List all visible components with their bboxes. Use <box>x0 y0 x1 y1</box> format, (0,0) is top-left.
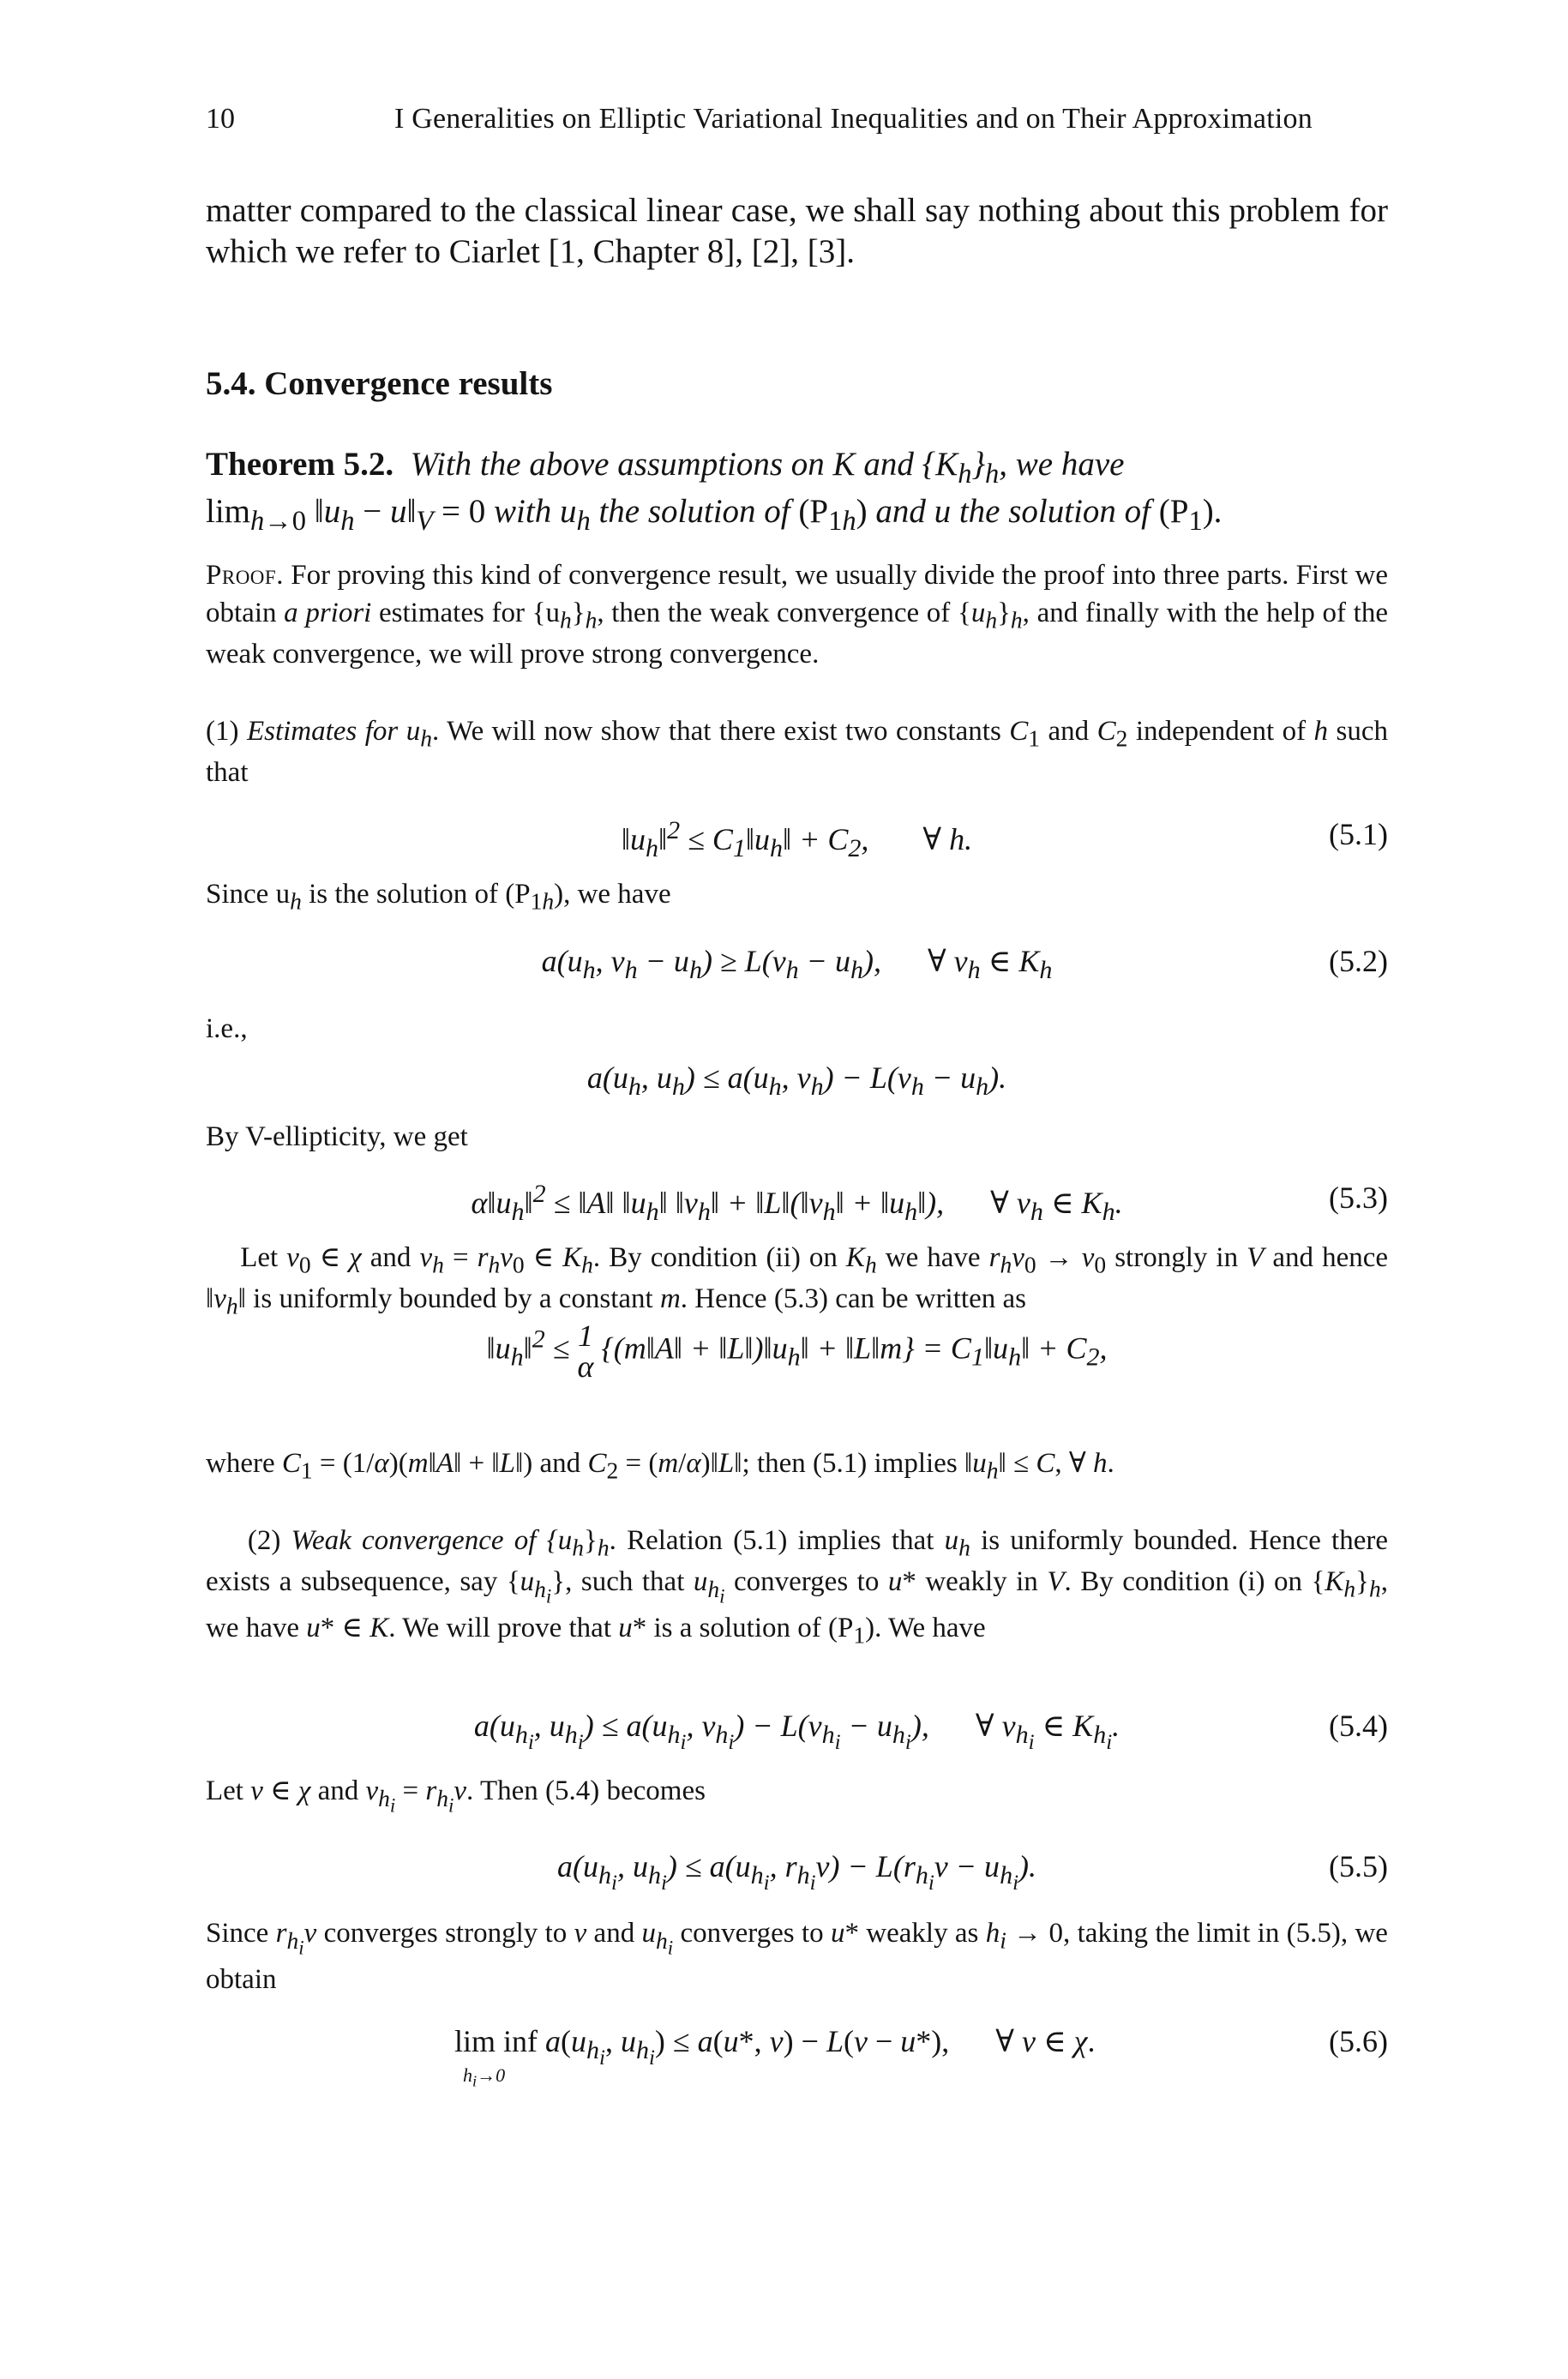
since-line: Since $u_h$ is the solution of $(P_{1h})$, we have <box>206 879 671 915</box>
proof-italic: a priori <box>284 597 372 628</box>
paragraph-intro <box>206 190 1388 272</box>
equation-number: (5.1) <box>1329 817 1388 851</box>
step-2-title: Weak convergence of {u <box>291 1525 573 1556</box>
let-v0-paragraph: Let $v_0$ ∈ χ and $v_h = r_hv_0$ ∈ $K_h$. By condition (ii) on $K_h$ we have $r_hv_0 \to v_0$ strongly in V and hence $‖v_h‖$ is uniformly bounded by a constant m. Hence (5.3) can be written as <box>206 1242 1389 1319</box>
equation-5-6: lim inf $a(u_{h_i}$, $u_{h_i}) \le a(u*$, v) − L(v − u*), ∀ v ∈ χ. $h_i\to 0$ (5.6) <box>454 2024 1388 2090</box>
equation-unnumbered-1: $a(u_h$, $u_h) \le a(u_h$, $v_h) - L(v_h - u_h)$. <box>586 1060 1007 1102</box>
where-constants: where $C_1$ = (1/α)(m‖A‖ + ‖L‖) and $C_2$ = (m/α)‖L‖; then (5.1) implies $‖u_h‖ \le C$, ∀ h. <box>206 1448 1114 1484</box>
equation-number: (5.5) <box>1329 1849 1388 1883</box>
step-1-intro: (1) Estimates for $u_h$. We will now show that there exist two constants $C_1$ and $C_2$ independent of h such that <box>206 716 1388 789</box>
step-1-label: (1) <box>206 716 247 747</box>
equation-unnumbered-2: $‖u_h‖^2$ ≤ 1 α {(m‖A‖ + $‖L‖)‖u_h‖$ + ‖L‖m} = $C_1‖u_h‖ + C_2$, <box>486 1319 1108 1384</box>
section-title: 5.4. Convergence results <box>206 365 553 402</box>
equation-number: (5.6) <box>1329 2024 1388 2058</box>
equation-number: (5.4) <box>1329 1709 1388 1743</box>
ie-label: i.e., <box>206 1013 248 1044</box>
running-header <box>206 103 1388 146</box>
since-r-paragraph: Since $r_{h_i}v$ converges strongly to v and $u_{h_i}$ converges to u* weakly as $h_i \to 0$, taking the limit in (5.5), we obtain <box>206 1918 1388 1995</box>
equation-5-3: $\alpha‖u_h‖^2$ ≤ ‖A‖ $‖u_h‖$ $‖v_h‖$ + $‖L‖(‖v_h‖$ + $‖u_h‖$), ∀ $v_h$ ∈ $K_h$. (5.3) <box>471 1180 1388 1227</box>
proof-text-2: estimates for {u <box>371 597 560 628</box>
proof-label: Proof. <box>206 560 284 591</box>
by-v-ellipticity: By V-ellipticity, we get <box>206 1121 468 1152</box>
page-number: 10 <box>206 103 235 135</box>
equation-5-2: $a(u_h$, $v_h - u_h) \ge L(v_h - u_h)$, ∀ $v_h$ ∈ $K_h$ (5.2) <box>541 944 1388 985</box>
step-2-paragraph: (2) Weak convergence of $\{u_h\}_h$. Relation (5.1) implies that $u_h$ is uniformly bounded. Hence there exists a subsequence, say $\{u_{h_i}\}$, such that $u_{h_i}$ converges to u* weakly in V. By condition (i) on $\{K_h\}_h$, we have u* ∈ K. We will prove that u* is a solution of $(P_1)$. We have <box>206 1525 1389 1649</box>
equation-5-4: $a(u_{h_i}$, $u_{h_i}) \le a(u_{h_i}$, $v_{h_i}) - L(v_{h_i} - u_{h_i})$, ∀ $v_{h_i}$ ∈ $K_{h_i}$. (5.4) <box>473 1709 1388 1755</box>
equation-number: (5.3) <box>1329 1180 1388 1215</box>
paragraph-intro-text: matter compared to the classical linear case, we shall say nothing about this problem for which we refer to Ciarlet [1, Chapter 8], [2], [3]. <box>206 192 1388 270</box>
equation-number: (5.2) <box>1329 944 1388 978</box>
step-2-label: (2) <box>247 1525 291 1556</box>
theorem-5-2: Theorem 5.2. With the above assumptions on K and $\{K_h\}_h$, we have $\lim_{h\to 0}$ $‖u_h$ − $u‖_V = 0$ with $u_h$ the solution of $(P_{1h})$ and u the solution of $(P_1)$. <box>206 446 1223 538</box>
proof-text: For proving this kind of convergence result, we usually divide the proof into three parts. First we obtain <box>206 560 1388 628</box>
running-title: I Generalities on Elliptic Variational Inequalities and on Their Approximation <box>394 103 1313 135</box>
theorem-label: Theorem 5.2. <box>206 446 394 483</box>
equation-5-1: $‖u_h‖^2$ ≤ $C_1‖u_h‖ + C_2$, ∀ h. (5.1) <box>621 816 1388 863</box>
since-text: Since u <box>206 879 291 910</box>
proof-intro: Proof. For proving this kind of convergence result, we usually divide the proof into three parts. First we obtain a priori estimates for $\{u_h\}_h$, then the weak convergence of $\{u_h\}_h$, and finally with the help of the weak convergence, we will prove strong convergence. <box>206 560 1388 670</box>
step-1-title: Estimates for u <box>246 716 421 747</box>
equation-5-5: $a(u_{h_i}$, $u_{h_i}) \le a(u_{h_i}$, $r_{h_i}v) - L(r_{h_i}v - u_{h_i})$. (5.5) <box>556 1849 1388 1895</box>
let-v-line: Let v ∈ χ and $v_{h_i} = r_{h_i}v$. Then (5.4) becomes <box>206 1775 706 1817</box>
